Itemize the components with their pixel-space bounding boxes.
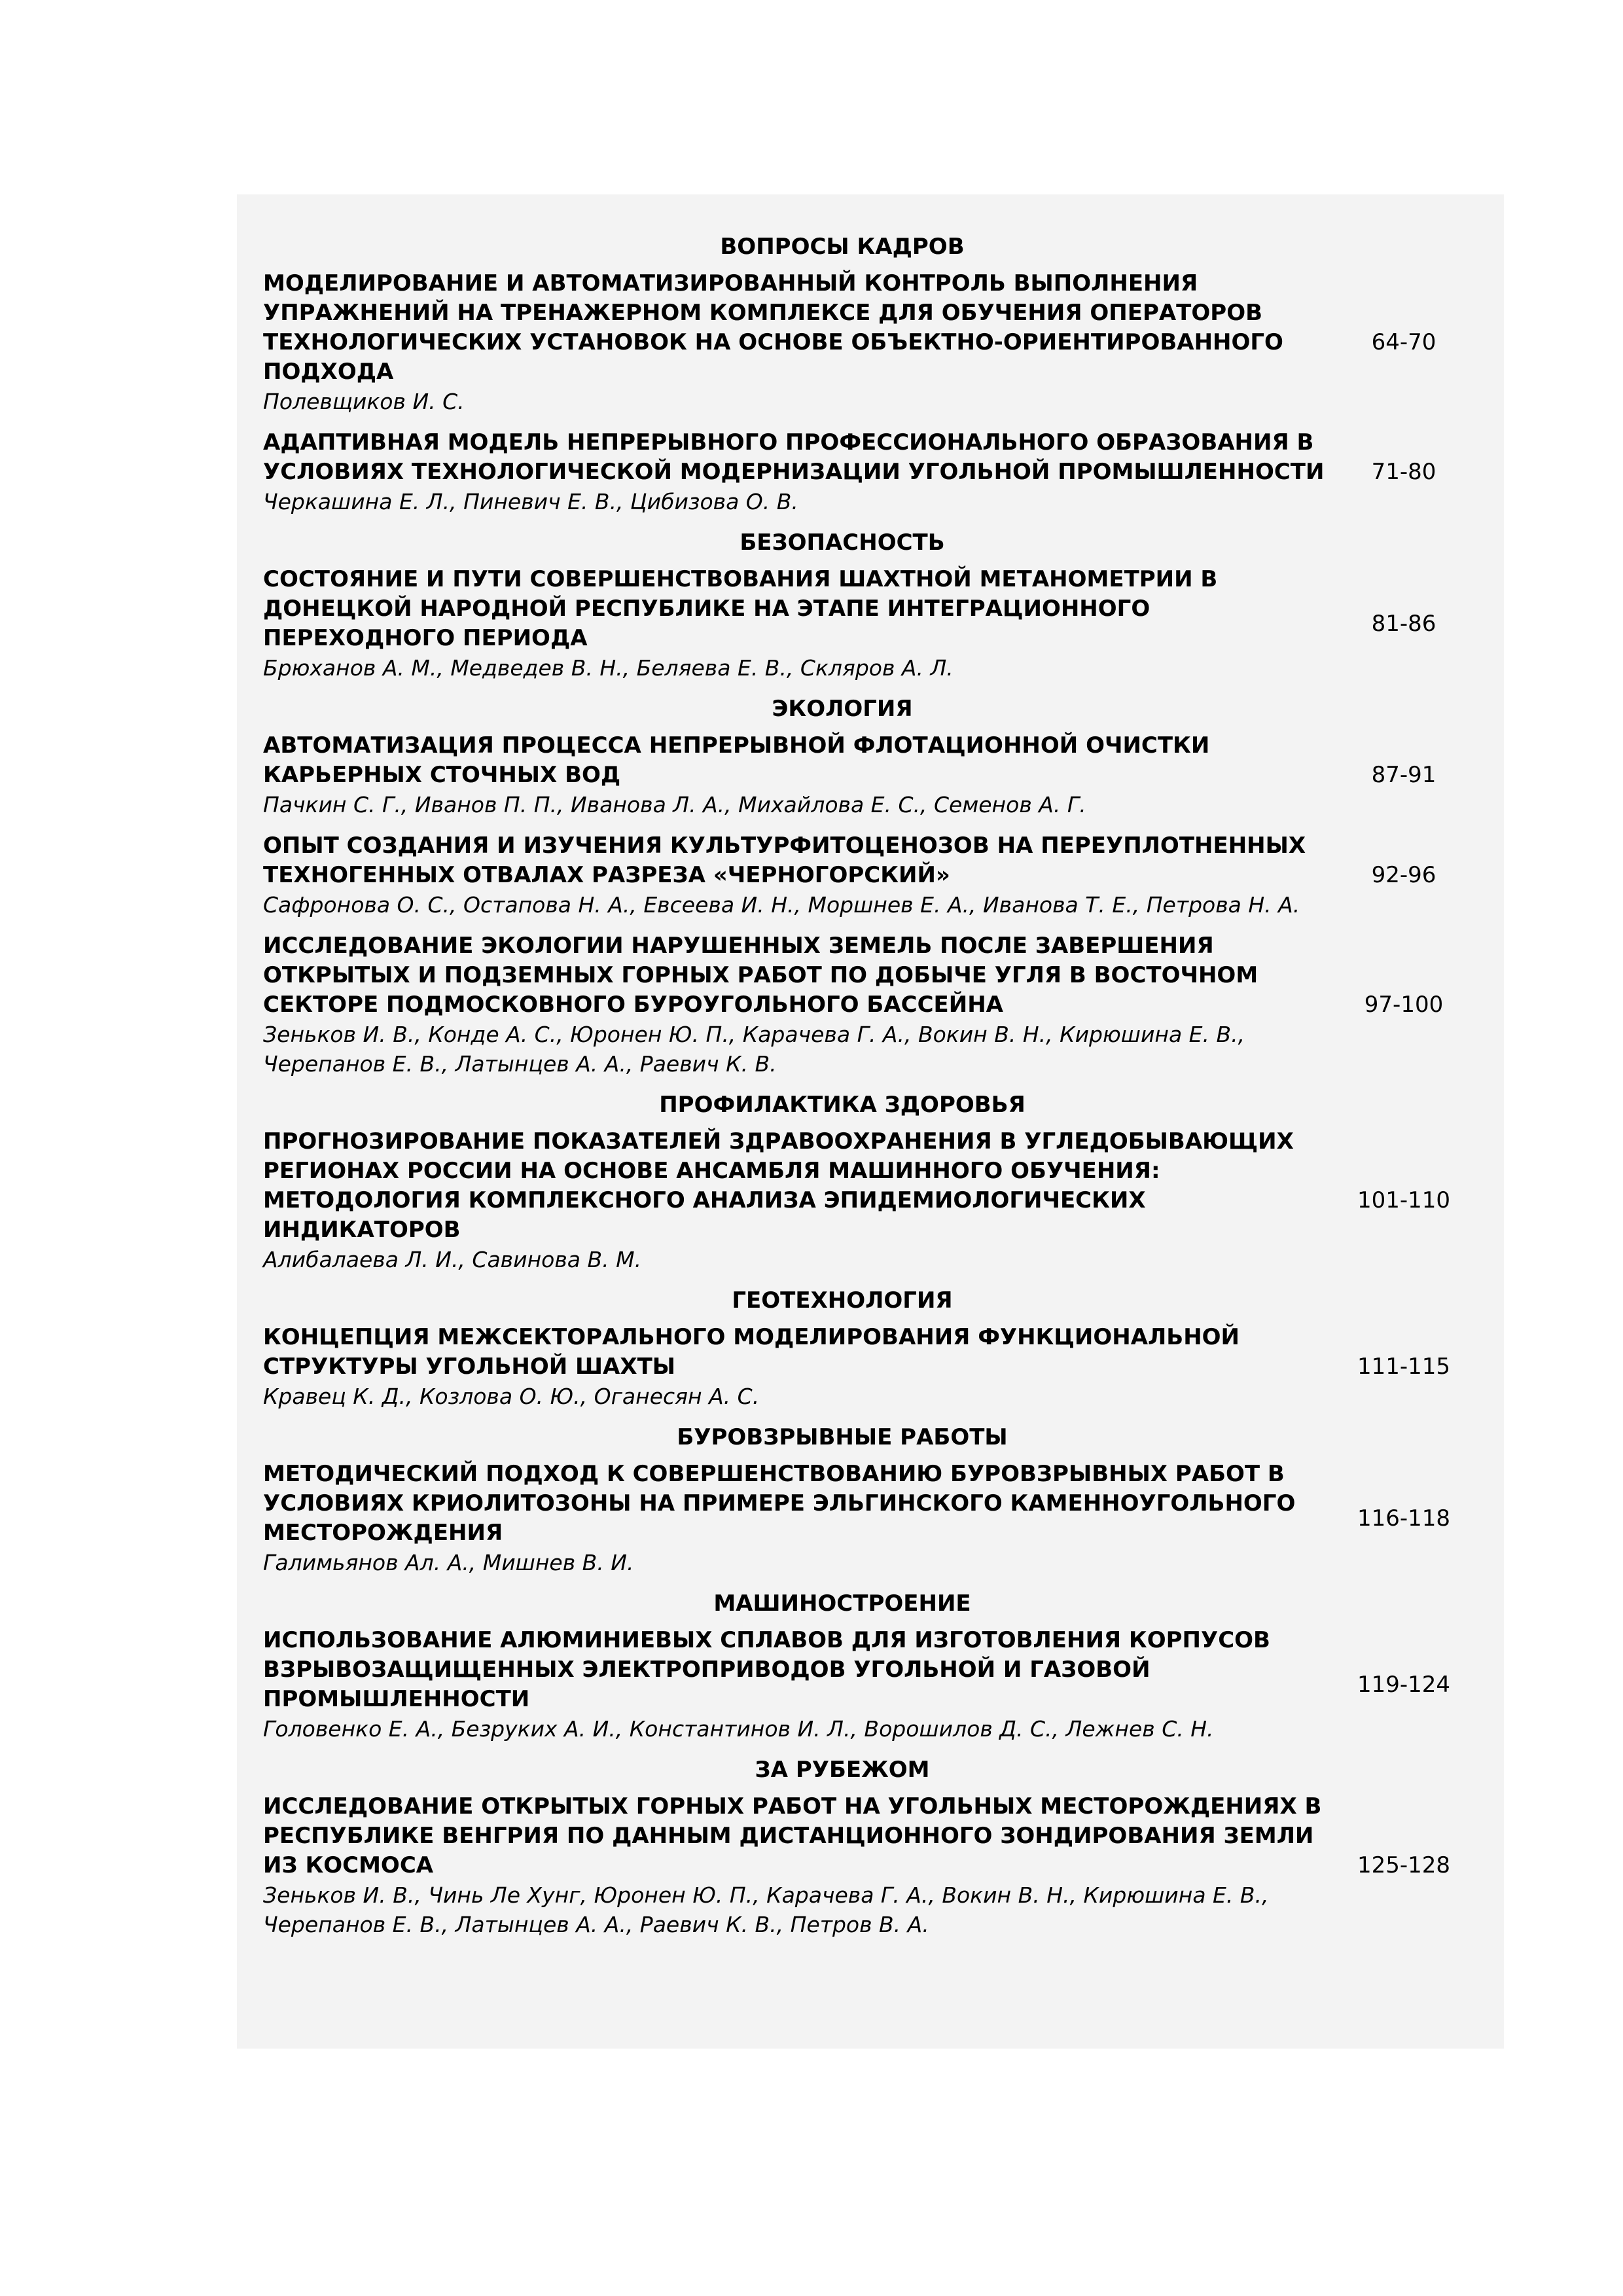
page-range: 71-80 <box>1371 459 1436 485</box>
article-title: АВТОМАТИЗАЦИЯ ПРОЦЕССА НЕПРЕРЫВНОЙ ФЛОТАЦИОННОЙ ОЧИСТКИ КАРЬЕРНЫХ СТОЧНЫХ ВОД <box>263 732 1210 788</box>
article-title: ИССЛЕДОВАНИЕ ОТКРЫТЫХ ГОРНЫХ РАБОТ НА УГОЛЬНЫХ МЕСТОРОЖДЕНИЯХ В РЕСПУБЛИКЕ ВЕНГРИЯ ПО ДАННЫМ ДИСТАНЦИОННОГО ЗОНДИРОВАНИЯ ЗЕМЛИ ИЗ КОСМОСА <box>263 1793 1322 1878</box>
page-range: 116-118 <box>1357 1505 1451 1532</box>
toc-entry <box>263 428 1465 516</box>
article-authors: Алибалаева Л. И., Савинова В. М. <box>263 1247 642 1272</box>
article-authors: Пачкин С. Г., Иванов П. П., Иванова Л. А., Михайлова Е. С., Семенов А. Г. <box>263 792 1086 817</box>
toc-entry <box>263 931 1465 1079</box>
page-range: 81-86 <box>1371 610 1436 637</box>
article-authors: Кравец К. Д., Козлова О. Ю., Оганесян А. С. <box>263 1384 760 1409</box>
toc-entry <box>263 831 1465 920</box>
page-range: 64-70 <box>1371 329 1436 355</box>
section-title: БЕЗОПАСНОСТЬ <box>740 529 945 556</box>
article-authors: Полевщиков И. С. <box>263 389 465 414</box>
table-of-contents <box>237 194 1504 2049</box>
page-range: 97-100 <box>1364 992 1444 1018</box>
toc-entry <box>263 1323 1465 1411</box>
article-title: ОПЫТ СОЗДАНИЯ И ИЗУЧЕНИЯ КУЛЬТУРФИТОЦЕНОЗОВ НА ПЕРЕУПЛОТНЕННЫХ ТЕХНОГЕННЫХ ОТВАЛАХ РАЗРЕЗА «ЧЕРНОГОРСКИЙ» <box>263 833 1306 888</box>
section-title: ВОПРОСЫ КАДРОВ <box>720 234 965 260</box>
article-authors: Головенко Е. А., Безруких А. И., Константинов И. Л., Ворошилов Д. С., Лежнев С. Н. <box>263 1716 1214 1742</box>
article-authors: Зеньков И. В., Конде А. С., Юронен Ю. П., Карачева Г. А., Вокин В. Н., Кирюшина Е. В., Черепанов Е. В., Латынцев А. А., Раевич К. В. <box>263 1022 1245 1077</box>
article-title: ИССЛЕДОВАНИЕ ЭКОЛОГИИ НАРУШЕННЫХ ЗЕМЕЛЬ ПОСЛЕ ЗАВЕРШЕНИЯ ОТКРЫТЫХ И ПОДЗЕМНЫХ ГОРНЫХ РАБОТ ПО ДОБЫЧЕ УГЛЯ В ВОСТОЧНОМ СЕКТОРЕ ПОДМОСКОВНОГО БУРОУГОЛЬНОГО БАССЕЙНА <box>263 933 1258 1018</box>
toc-entry <box>263 1626 1465 1744</box>
article-authors: Брюханов А. М., Медведев В. Н., Беляева Е. В., Скляров А. Л. <box>263 655 954 681</box>
article-title: АДАПТИВНАЯ МОДЕЛЬ НЕПРЕРЫВНОГО ПРОФЕССИОНАЛЬНОГО ОБРАЗОВАНИЯ В УСЛОВИЯХ ТЕХНОЛОГИЧЕСКОЙ МОДЕРНИЗАЦИИ УГОЛЬНОЙ ПРОМЫШЛЕННОСТИ <box>263 429 1325 485</box>
article-authors: Черкашина Е. Л., Пиневич Е. В., Цибизова О. В. <box>263 489 798 514</box>
section-title: ЗА РУБЕЖОМ <box>755 1757 930 1783</box>
page-range: 92-96 <box>1371 862 1436 888</box>
page-range: 101-110 <box>1357 1187 1451 1213</box>
article-authors: Сафронова О. С., Остапова Н. А., Евсеева И. Н., Моршнев Е. А., Иванова Т. Е., Петрова Н. А. <box>263 892 1300 918</box>
article-title: ПРОГНОЗИРОВАНИЕ ПОКАЗАТЕЛЕЙ ЗДРАВООХРАНЕНИЯ В УГЛЕДОБЫВАЮЩИХ РЕГИОНАХ РОССИИ НА ОСНОВЕ АНСАМБЛЯ МАШИННОГО ОБУЧЕНИЯ: МЕТОДОЛОГИЯ КОМПЛЕКСНОГО АНАЛИЗА ЭПИДЕМИОЛОГИЧЕСКИХ ИНДИКАТОРОВ <box>263 1128 1294 1243</box>
toc-entry <box>263 1127 1465 1274</box>
section-title: БУРОВЗРЫВНЫЕ РАБОТЫ <box>677 1424 1008 1450</box>
article-authors: Зеньков И. В., Чинь Ле Хунг, Юронен Ю. П., Карачева Г. А., Вокин В. Н., Кирюшина Е. В., Черепанов Е. В., Латынцев А. А., Раевич К. В., Петров В. А. <box>263 1882 1269 1937</box>
article-title: ИСПОЛЬЗОВАНИЕ АЛЮМИНИЕВЫХ СПЛАВОВ ДЛЯ ИЗГОТОВЛЕНИЯ КОРПУСОВ ВЗРЫВОЗАЩИЩЕННЫХ ЭЛЕКТРОПРИВОДОВ УГОЛЬНОЙ И ГАЗОВОЙ ПРОМЫШЛЕННОСТИ <box>263 1627 1270 1712</box>
toc-entry <box>263 269 1465 416</box>
article-title: МЕТОДИЧЕСКИЙ ПОДХОД К СОВЕРШЕНСТВОВАНИЮ БУРОВЗРЫВНЫХ РАБОТ В УСЛОВИЯХ КРИОЛИТОЗОНЫ НА ПРИМЕРЕ ЭЛЬГИНСКОГО КАМЕННОУГОЛЬНОГО МЕСТОРОЖДЕНИЯ <box>263 1461 1296 1546</box>
article-title: СОСТОЯНИЕ И ПУТИ СОВЕРШЕНСТВОВАНИЯ ШАХТНОЙ МЕТАНОМЕТРИИ В ДОНЕЦКОЙ НАРОДНОЙ РЕСПУБЛИКЕ НА ЭТАПЕ ИНТЕГРАЦИОННОГО ПЕРЕХОДНОГО ПЕРИОДА <box>263 566 1218 651</box>
page-range: 125-128 <box>1357 1852 1451 1878</box>
article-title: МОДЕЛИРОВАНИЕ И АВТОМАТИЗИРОВАННЫЙ КОНТРОЛЬ ВЫПОЛНЕНИЯ УПРАЖНЕНИЙ НА ТРЕНАЖЕРНОМ КОМПЛЕКСЕ ДЛЯ ОБУЧЕНИЯ ОПЕРАТОРОВ ТЕХНОЛОГИЧЕСКИХ УСТАНОВОК НА ОСНОВЕ ОБЪЕКТНО-ОРИЕНТИРОВАННОГО ПОДХОДА <box>263 270 1283 385</box>
section-title: ГЕОТЕХНОЛОГИЯ <box>732 1287 953 1314</box>
toc-entry <box>263 1792 1465 1939</box>
section-title: ЭКОЛОГИЯ <box>772 696 913 722</box>
section-title: МАШИНОСТРОЕНИЕ <box>713 1590 971 1617</box>
toc-entry <box>263 565 1465 683</box>
page-range: 119-124 <box>1357 1671 1451 1698</box>
toc-entry <box>263 1460 1465 1577</box>
article-title: КОНЦЕПЦИЯ МЕЖСЕКТОРАЛЬНОГО МОДЕЛИРОВАНИЯ ФУНКЦИОНАЛЬНОЙ СТРУКТУРЫ УГОЛЬНОЙ ШАХТЫ <box>263 1324 1240 1380</box>
toc-entry <box>263 731 1465 819</box>
page-range: 87-91 <box>1371 762 1436 788</box>
article-authors: Галимьянов Ал. А., Мишнев В. И. <box>263 1550 634 1575</box>
page-range: 111-115 <box>1357 1354 1451 1380</box>
section-title: ПРОФИЛАКТИКА ЗДОРОВЬЯ <box>659 1092 1026 1118</box>
